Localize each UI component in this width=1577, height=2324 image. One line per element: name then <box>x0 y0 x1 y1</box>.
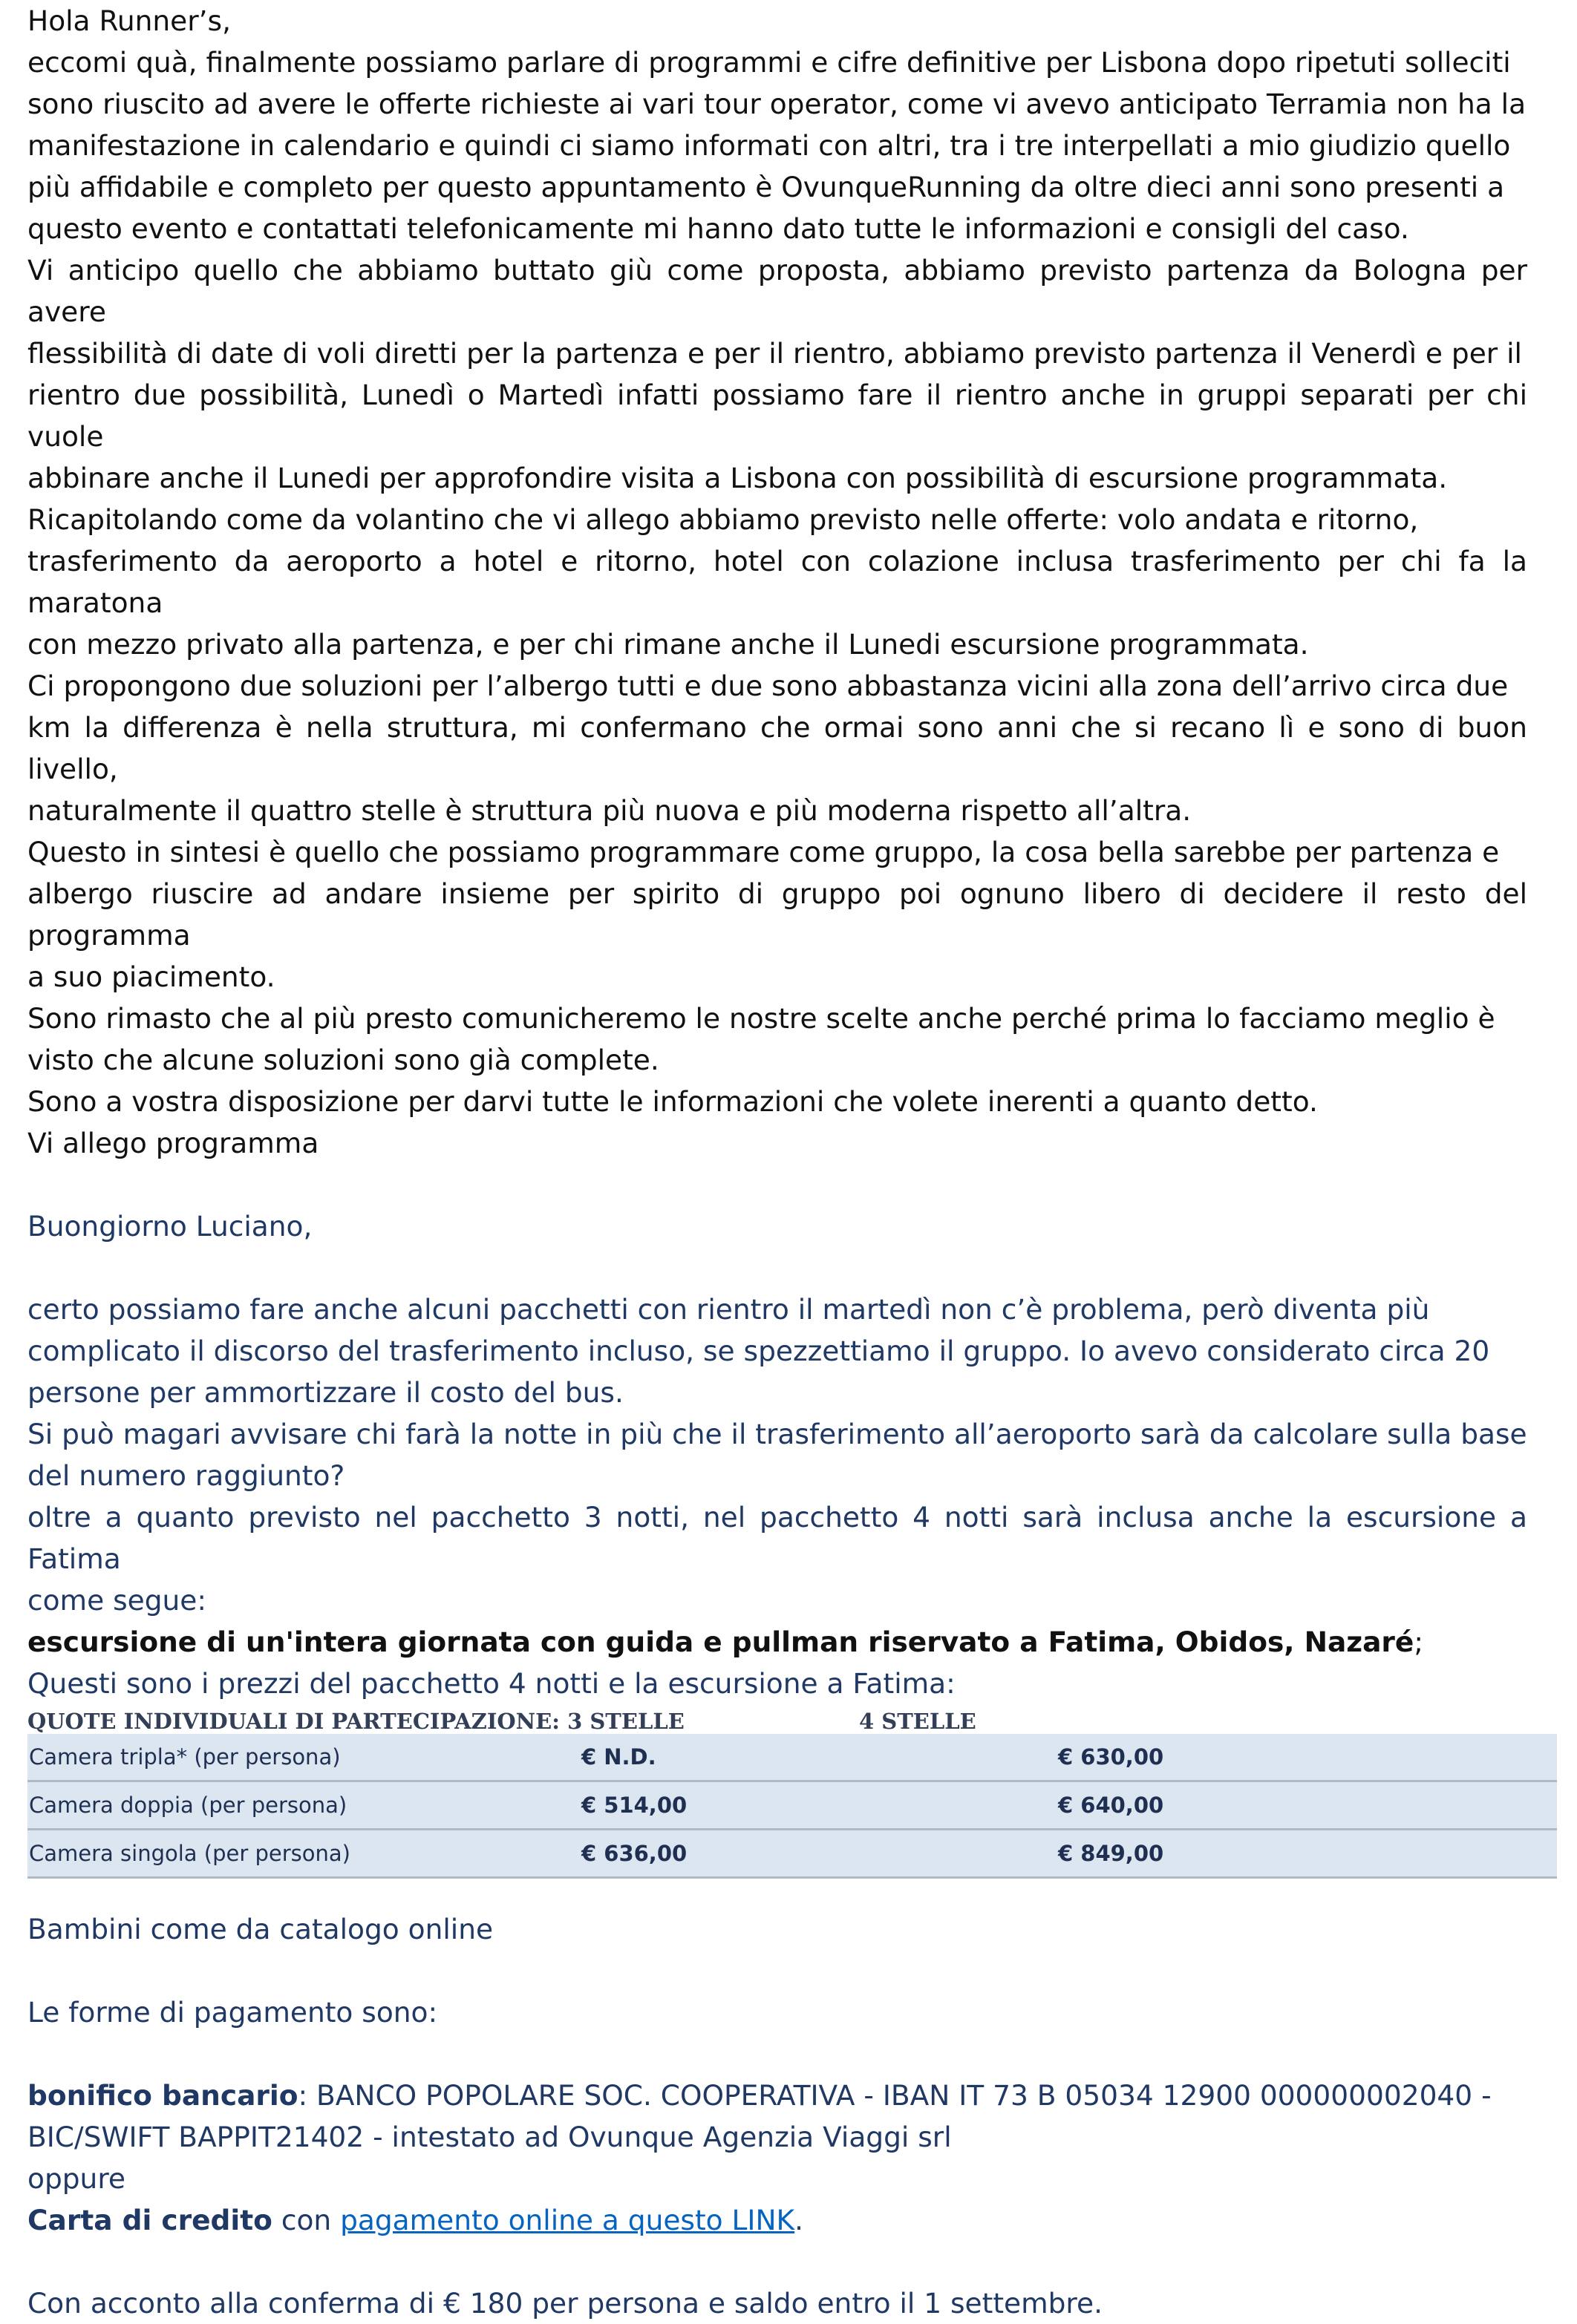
letter-paragraph-3 <box>27 499 1527 665</box>
spacer <box>27 1164 1527 1205</box>
spacer <box>27 1879 1527 1908</box>
text-line: Ci propongono due soluzioni per l’albergo tutti e due sono abbastanza vicini alla zona dell’arrivo circa due <box>27 670 1509 702</box>
credit-card-label: Carta di credito <box>27 2204 272 2236</box>
letter-paragraph-8: Vi allego programma <box>27 1127 319 1159</box>
payment-section <box>27 1908 1527 2324</box>
price-4-star-cell: € 640,00 <box>1058 1781 1557 1830</box>
text-line: Vi anticipo quello che abbiamo buttato giù come proposta, abbiamo previsto partenza da Bologna per avere <box>27 254 1527 328</box>
price-4-star-cell: € 630,00 <box>1058 1734 1557 1781</box>
excursion-punctuation: ; <box>1414 1626 1423 1658</box>
letter-paragraph-7: Sono a vostra disposizione per darvi tutte le informazioni che volete inerenti a quanto detto. <box>27 1085 1318 1118</box>
letter-paragraph-1 <box>27 42 1527 249</box>
text-line: flessibilità di date di voli diretti per la partenza e per il rientro, abbiamo previsto partenza il Venerdì e per il <box>27 337 1522 370</box>
letter-paragraph-4 <box>27 665 1527 831</box>
price-table-header-4-stars: 4 STELLE <box>859 1709 976 1734</box>
room-type-cell: Camera doppia (per persona) <box>27 1781 580 1830</box>
children-note: Bambini come da catalogo online <box>27 1913 494 1945</box>
spacer <box>27 1247 1527 1289</box>
price-3-star-cell: € 636,00 <box>580 1830 1058 1878</box>
letter-paragraph-2 <box>27 249 1527 499</box>
text-line: Si può magari avvisare chi farà la notte in più che il trasferimento all’aeroporto sarà da calcolare sulla base <box>27 1418 1527 1450</box>
text-line: Questo in sintesi è quello che possiamo programmare come gruppo, la cosa bella sarebbe per partenza e <box>27 836 1500 868</box>
text-line: albergo riuscire ad andare insieme per spirito di gruppo poi ognuno libero di decidere il resto del programma <box>27 877 1527 952</box>
text-line: più affidabile e completo per questo appuntamento è OvunqueRunning da oltre dieci anni sono presenti a <box>27 171 1505 203</box>
price-table <box>27 1734 1557 1879</box>
reply-paragraph-2 <box>27 1413 1527 1496</box>
email-document <box>27 0 1527 2324</box>
text-line: sono riuscito ad avere le offerte richieste ai vari tour operator, come vi avevo anticipato Terramia non ha la <box>27 88 1527 120</box>
text-line: Ricapitolando come da volantino che vi allego abbiamo previsto nelle offerte: volo andata e ritorno, <box>27 503 1419 536</box>
prices-intro: Questi sono i prezzi del pacchetto 4 notti e la escursione a Fatima: <box>27 1667 956 1700</box>
text-line: del numero raggiunto? <box>27 1459 345 1492</box>
excursion-line <box>27 1621 1527 1663</box>
price-3-star-cell: € 514,00 <box>580 1781 1058 1830</box>
text-line: visto che alcune soluzioni sono già complete. <box>27 1044 659 1076</box>
text-line: km la differenza è nella struttura, mi confermano che ormai sono anni che si recano lì e sono di buon livello, <box>27 711 1527 785</box>
text-line: come segue: <box>27 1584 206 1617</box>
deposit-note: Con acconto alla conferma di € 180 per persona e saldo entro il 1 settembre. <box>27 2287 1103 2320</box>
text-line: con mezzo privato alla partenza, e per chi rimane anche il Lunedi escursione programmata. <box>27 628 1309 661</box>
credit-card-line <box>27 2199 1527 2241</box>
letter-paragraph-6 <box>27 998 1527 1081</box>
online-payment-link[interactable]: pagamento online a questo LINK <box>340 2204 795 2236</box>
price-4-star-cell: € 849,00 <box>1058 1830 1557 1878</box>
reply-paragraph-3 <box>27 1496 1527 1621</box>
credit-card-connector: con <box>272 2204 341 2236</box>
price-3-star-cell: € N.D. <box>580 1734 1058 1781</box>
spacer <box>27 1950 1527 1991</box>
text-line: certo possiamo fare anche alcuni pacchetti con rientro il martedì non c’è problema, però diventa più <box>27 1293 1430 1326</box>
reply-paragraph-1 <box>27 1289 1527 1413</box>
text-line: questo evento e contattati telefonicamente mi hanno dato tutte le informazioni e consigli del caso. <box>27 212 1409 245</box>
payment-intro: Le forme di pagamento sono: <box>27 1996 438 2029</box>
table-row <box>27 1734 1557 1781</box>
letter-paragraph-5 <box>27 831 1527 998</box>
text-line: persone per ammortizzare il costo del bus. <box>27 1376 624 1409</box>
spacer <box>27 2241 1527 2282</box>
reply-greeting: Buongiorno Luciano, <box>27 1210 313 1243</box>
text-line: trasferimento da aeroporto a hotel e ritorno, hotel con colazione inclusa trasferimento per chi fa la maratona <box>27 545 1527 619</box>
text-line: Sono rimasto che al più presto comunicheremo le nostre scelte anche perché prima lo facciamo meglio è <box>27 1002 1495 1035</box>
bank-transfer-beneficiary: BIC/SWIFT BAPPIT21402 - intestato ad Ovunque Agenzia Viaggi srl <box>27 2121 952 2153</box>
text-line: rientro due possibilità, Lunedì o Martedì infatti possiamo fare il rientro anche in gruppi separati per chi vuole <box>27 379 1527 453</box>
text-line: a suo piacimento. <box>27 960 275 993</box>
text-line: oltre a quanto previsto nel pacchetto 3 notti, nel pacchetto 4 notti sarà inclusa anche la escursione a Fatima <box>27 1501 1527 1575</box>
or-text: oppure <box>27 2162 125 2195</box>
price-table-header <box>27 1704 1527 1734</box>
table-row <box>27 1830 1557 1878</box>
table-row <box>27 1781 1557 1830</box>
text-line: manifestazione in calendario e quindi ci siamo informati con altri, tra i tre interpellati a mio giudizio quello <box>27 129 1511 162</box>
text-line: naturalmente il quattro stelle è struttura più nuova e più moderna rispetto all’altra. <box>27 794 1192 827</box>
room-type-cell: Camera singola (per persona) <box>27 1830 580 1878</box>
spacer <box>27 2033 1527 2075</box>
credit-card-end: . <box>794 2204 804 2236</box>
text-line: eccomi quà, finalmente possiamo parlare di programmi e cifre definitive per Lisbona dopo ripetuti solleciti <box>27 46 1511 79</box>
text-line: abbinare anche il Lunedi per approfondire visita a Lisbona con possibilità di escursione programmata. <box>27 462 1448 494</box>
bank-transfer-details: : BANCO POPOLARE SOC. COOPERATIVA - IBAN IT 73 B 05034 12900 000000002040 - <box>298 2079 1492 2112</box>
excursion-description: escursione di un'intera giornata con guida e pullman riservato a Fatima, Obidos, Nazaré <box>27 1626 1414 1658</box>
room-type-cell: Camera tripla* (per persona) <box>27 1734 580 1781</box>
agency-reply <box>27 1205 1527 1704</box>
letter-greeting: Hola Runner’s, <box>27 4 231 37</box>
text-line: complicato il discorso del trasferimento incluso, se spezzettiamo il gruppo. Io avevo considerato circa 20 <box>27 1335 1490 1367</box>
bank-transfer-label: bonifico bancario <box>27 2079 298 2112</box>
price-table-header-3-stars: QUOTE INDIVIDUALI DI PARTECIPAZIONE: 3 STELLE <box>27 1709 685 1734</box>
bank-transfer-line <box>27 2075 1527 2116</box>
